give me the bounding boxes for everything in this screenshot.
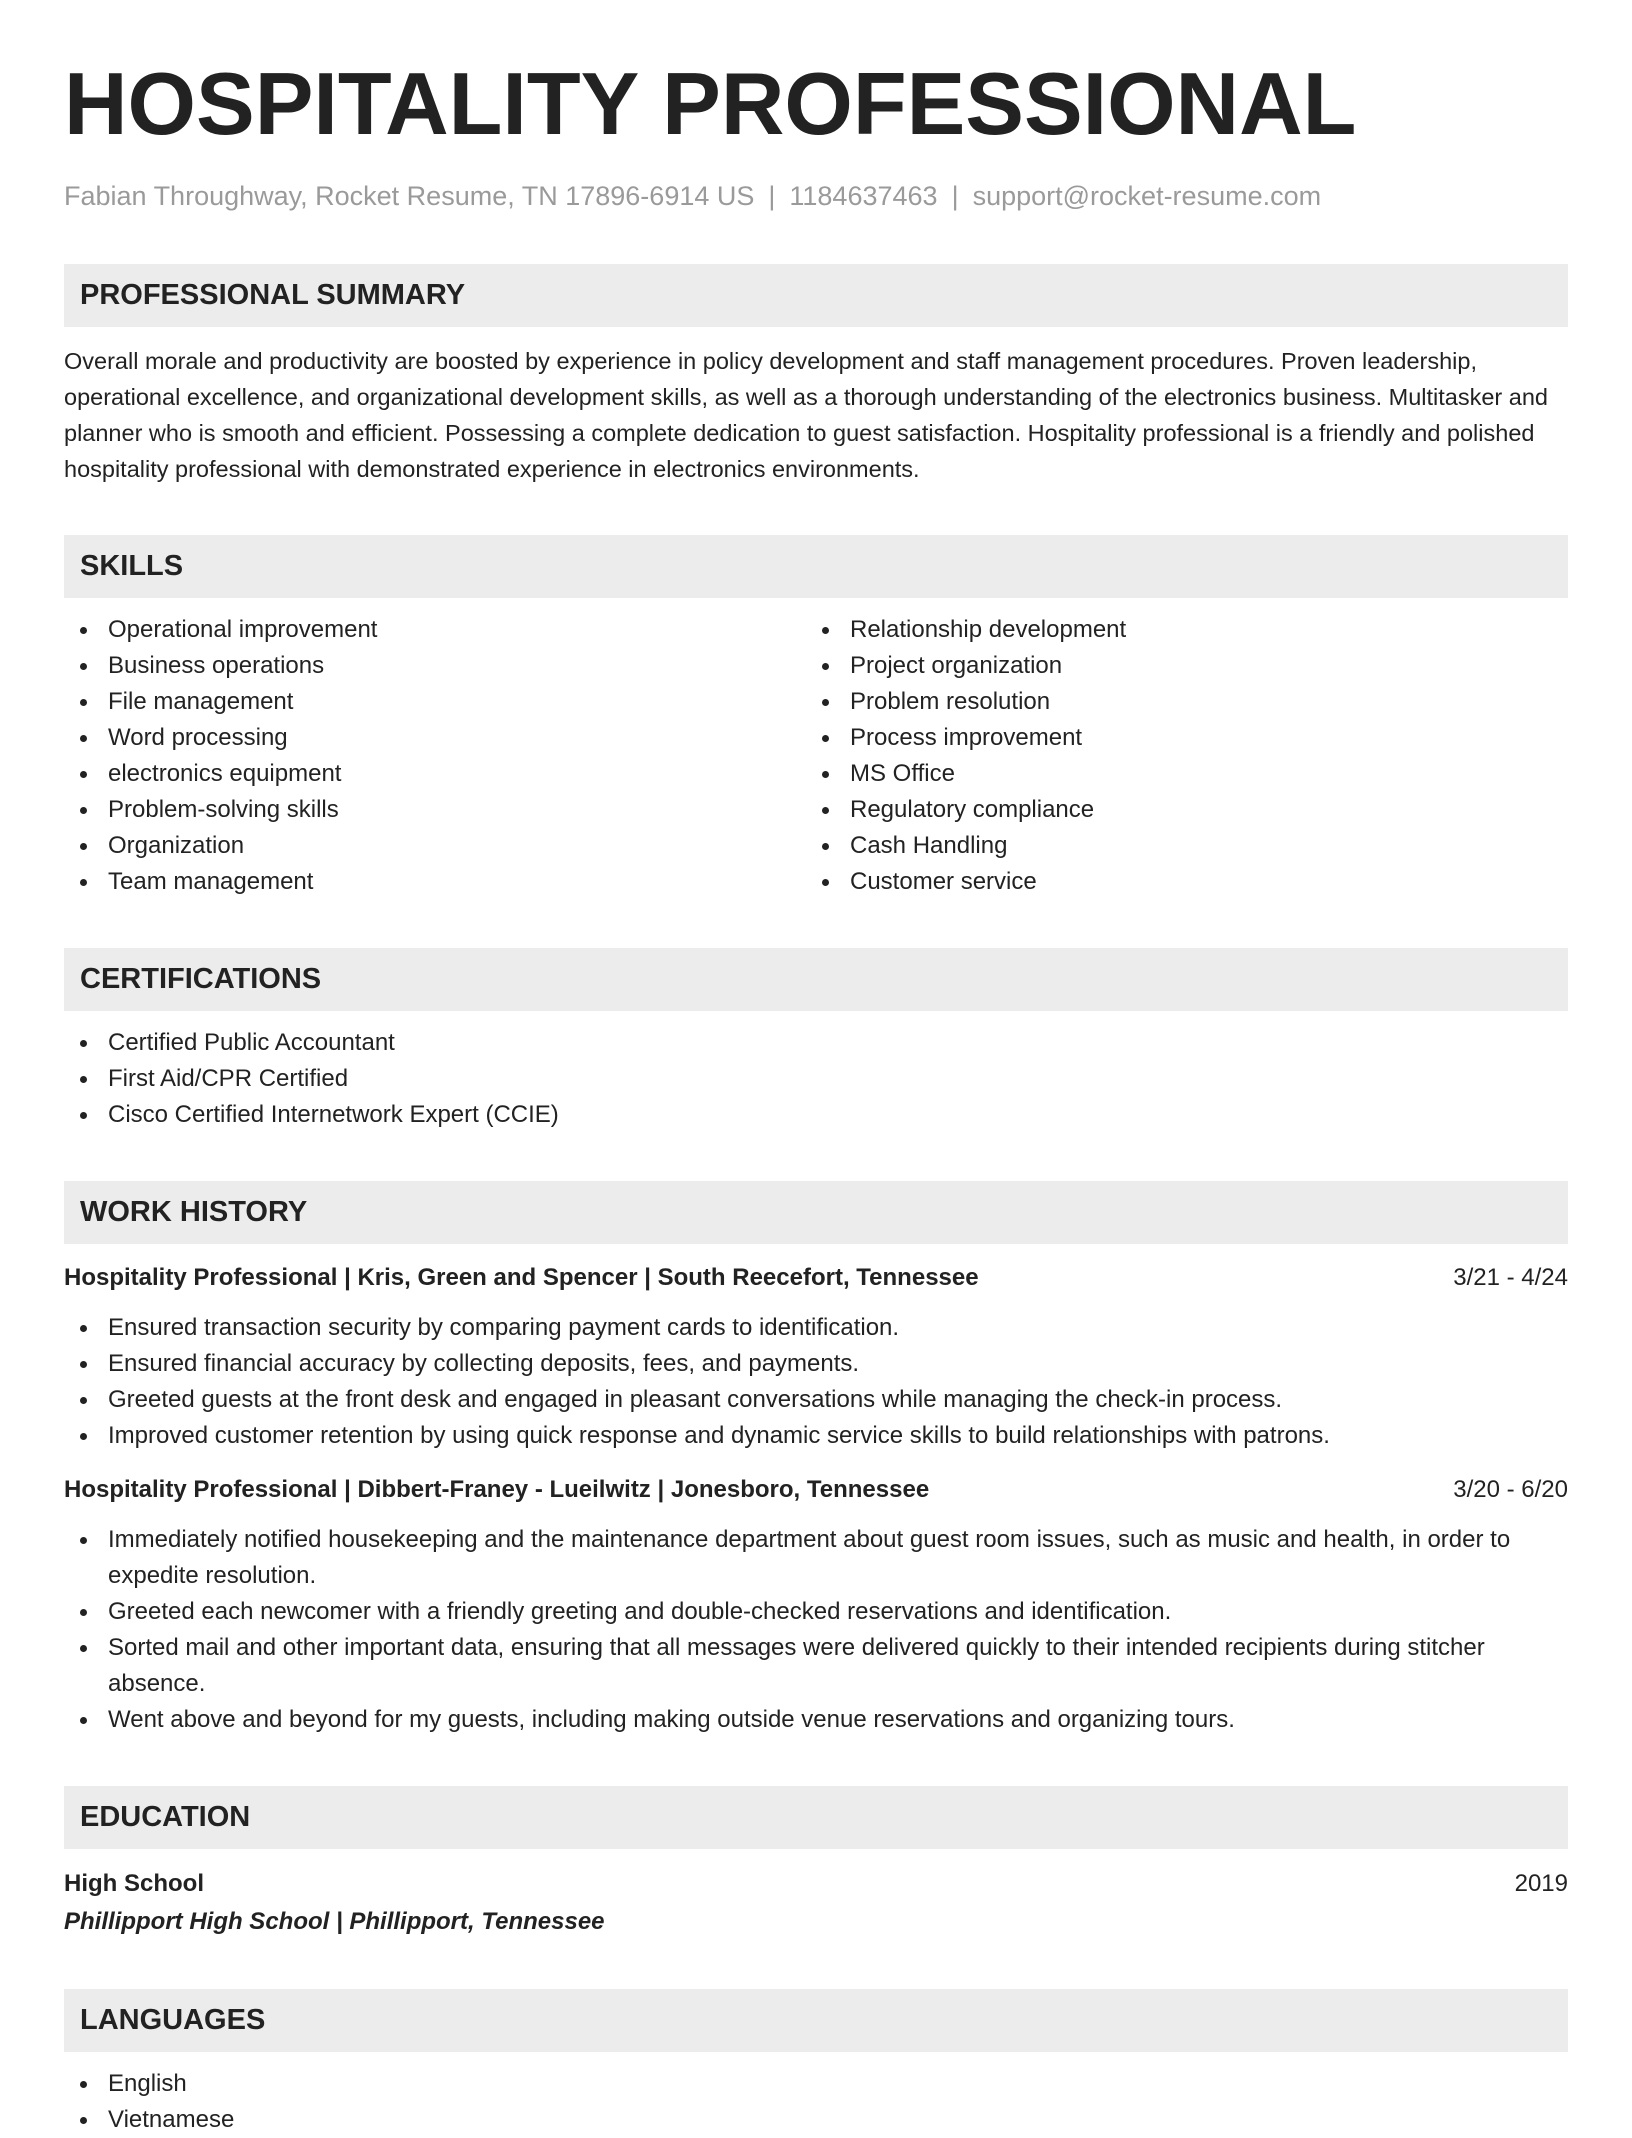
job-header [64, 1260, 1568, 1296]
job-bullet: Ensured transaction security by comparing payment cards to identification. [64, 1310, 1568, 1346]
resume-page [64, 50, 1568, 2138]
language-item: Vietnamese [64, 2102, 1568, 2138]
job-bullet: Greeted guests at the front desk and engaged in pleasant conversations while managing the check-in process. [64, 1382, 1568, 1418]
skill-item: Cash Handling [806, 828, 1548, 864]
job-title: Hospitality Professional | Dibbert-Franey - Lueilwitz | Jonesboro, Tennessee [64, 1476, 930, 1503]
skill-item: File management [64, 684, 806, 720]
skill-item: Process improvement [806, 720, 1548, 756]
contact-separator: | [768, 181, 776, 211]
contact-email: support@rocket-resume.com [972, 181, 1322, 211]
job-dates: 3/21 - 4/24 [1453, 1264, 1568, 1291]
skills-left-column [64, 612, 806, 900]
skill-item: Project organization [806, 648, 1548, 684]
job-entry [64, 1260, 1568, 1454]
skill-item: Relationship development [806, 612, 1548, 648]
education-header [64, 1865, 1568, 1903]
section-header-summary: PROFESSIONAL SUMMARY [64, 264, 1568, 327]
job-bullet: Immediately notified housekeeping and the maintenance department about guest room issues, such as music and health, in order to expedite resolution. [64, 1522, 1568, 1594]
certification-item: Certified Public Accountant [64, 1025, 1568, 1061]
job-bullet: Greeted each newcomer with a friendly greeting and double-checked reservations and identification. [64, 1594, 1568, 1630]
job-bullets [64, 1310, 1568, 1454]
job-bullets [64, 1522, 1568, 1738]
contact-phone: 1184637463 [789, 181, 938, 211]
resume-name: HOSPITALITY PROFESSIONAL [64, 54, 1357, 153]
skill-item: Organization [64, 828, 806, 864]
skill-item: Business operations [64, 648, 806, 684]
language-item: English [64, 2066, 1568, 2102]
skill-item: Customer service [806, 864, 1548, 900]
skill-item: Word processing [64, 720, 806, 756]
job-bullet: Improved customer retention by using quick response and dynamic service skills to build relationships with patrons. [64, 1418, 1568, 1454]
languages-list [64, 2066, 1568, 2138]
education-degree: High School [64, 1870, 204, 1897]
education-school: Phillipport High School | Phillipport, Tennessee [64, 1908, 605, 1935]
contact-separator: | [951, 181, 959, 211]
skill-item: Problem resolution [806, 684, 1548, 720]
section-header-work-history: WORK HISTORY [64, 1181, 1568, 1244]
job-dates: 3/20 - 6/20 [1453, 1476, 1568, 1503]
education-year: 2019 [1514, 1870, 1568, 1897]
skill-item: MS Office [806, 756, 1548, 792]
skill-item: Regulatory compliance [806, 792, 1548, 828]
skills-grid [64, 612, 1568, 900]
job-bullet: Sorted mail and other important data, ensuring that all messages were delivered quickly to their intended recipients during stitcher absence. [64, 1630, 1568, 1702]
skill-item: Problem-solving skills [64, 792, 806, 828]
certification-item: Cisco Certified Internetwork Expert (CCIE) [64, 1097, 1568, 1133]
job-bullet: Went above and beyond for my guests, including making outside venue reservations and organizing tours. [64, 1702, 1568, 1738]
certifications-list [64, 1025, 1568, 1133]
section-header-certifications: CERTIFICATIONS [64, 948, 1568, 1011]
contact-address: Fabian Throughway, Rocket Resume, TN 17896-6914 US [64, 181, 755, 211]
job-entry [64, 1472, 1568, 1738]
section-header-skills: SKILLS [64, 535, 1568, 598]
job-bullet: Ensured financial accuracy by collecting deposits, fees, and payments. [64, 1346, 1568, 1382]
skills-right-column [806, 612, 1548, 900]
summary-text: Overall morale and productivity are boosted by experience in policy development and staff management procedures. Proven leadership, operational excellence, and organizational development skills, as well as a thorough understanding of the electronics business. Multitasker and planner who is smooth and efficient. Possessing a complete dedication to guest satisfaction. Hospitality professional is a friendly and polished hospitality professional with demonstrated experience in electronics environments. [64, 348, 1548, 482]
skill-item: electronics equipment [64, 756, 806, 792]
skill-item: Operational improvement [64, 612, 806, 648]
section-header-education: EDUCATION [64, 1786, 1568, 1849]
certification-item: First Aid/CPR Certified [64, 1061, 1568, 1097]
section-header-languages: LANGUAGES [64, 1989, 1568, 2052]
skill-item: Team management [64, 864, 806, 900]
contact-line [64, 176, 1568, 216]
job-title: Hospitality Professional | Kris, Green and Spencer | South Reecefort, Tennessee [64, 1264, 979, 1291]
job-header [64, 1472, 1568, 1508]
